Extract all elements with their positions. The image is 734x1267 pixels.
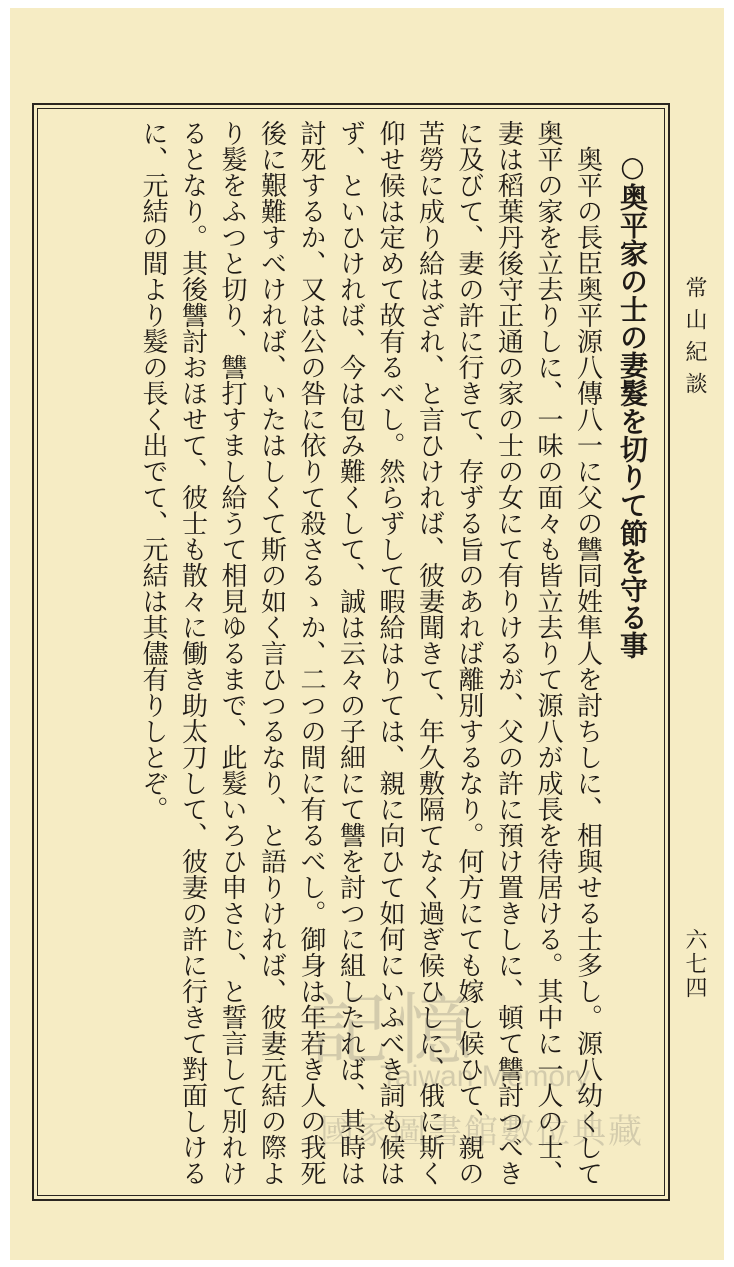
watermark-english-text: Taiwan Memory <box>380 1060 591 1093</box>
article-title: ○奥平家の士の妻髮を切りて節を守る事 <box>616 150 649 659</box>
running-header-book-title: 常山紀談 <box>682 276 707 404</box>
watermark-library-text: 國家圖書館數位典藏 <box>320 1112 644 1152</box>
vertical-text-block <box>50 120 652 1190</box>
watermark-main-text: 記憶 <box>310 986 479 1076</box>
article-body: 奥平の長臣奥平源八傳八一に父の讐同姓隼人を討ちしに、相與せる士多し。源八幼くして奥平の家を立去りしに、一味の面々も皆立去りて源八が成長を待居ける。其中に一人の士、妻は稻葉丹後守正通の家の士の女にて有りけるが、父の許に預け置きしに、頓て讐討つべきに及びて、妻の許に行きて、存ずる旨のあれば離別するなり。何方にても嫁し候ひて、親の苦勞に成り給はざれ、と言ひければ、彼妻聞きて、年久敷隔てなく過ぎ候ひしに、俄に斯く仰せ候は定めて故有るべし。然らずして暇給はりては、親に向ひて如何にいふべき詞も候はず、といひければ、今は包み難くして、誠は云々の子細にて讐を討つに組したれば、其時は討死するか、又は公の咎に依りて殺さるゝか、二つの間に有るべし。御身は年若き人の我死後に艱難すべければ、いたはしくて斯の如く言ひつるなり、と語りければ、彼妻元結の際より髮をふつと切り、讐打すまし給うて相見ゆるまで、此髮いろひ申さじ、と誓言して別れけるとなり。其後讐討おほせて、彼士も散々に働き助太刀して、彼妻の許に行きて對面しけるに、元結の間より髮の長く出でて、元結は其儘有りしとぞ。 <box>138 120 603 1186</box>
book-page <box>10 8 724 1260</box>
page-number: 六七四 <box>682 928 707 1000</box>
